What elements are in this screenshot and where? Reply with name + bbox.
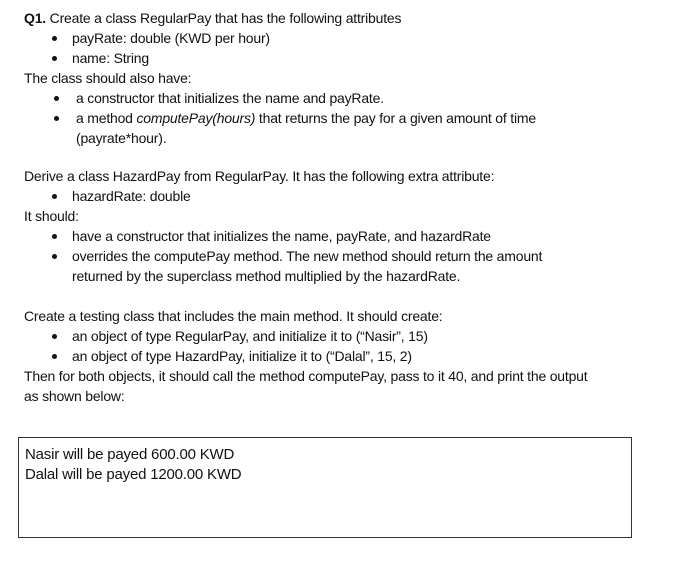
attribute-item: payRate: double (KWD per hour)	[72, 30, 270, 46]
testing-item: an object of type RegularPay, and initialize it to (“Nasir”, 15)	[72, 328, 428, 344]
method-item: a constructor that initializes the name and payRate.	[76, 90, 384, 106]
output-line: Dalal will be payed 1200.00 KWD	[25, 466, 242, 483]
hazard-attribute: hazardRate: double	[72, 188, 191, 204]
testing-then-cont: as shown below:	[24, 388, 125, 404]
hazard-item: have a constructor that initializes the name, payRate, and hazardRate	[72, 228, 491, 244]
method-prefix: a method	[76, 110, 137, 126]
testing-intro: Create a testing class that includes the main method. It should create:	[24, 308, 443, 324]
bullet-icon	[52, 36, 57, 41]
attribute-item: name: String	[72, 50, 149, 66]
bullet-icon	[52, 354, 57, 359]
also-have-text: The class should also have:	[24, 70, 192, 86]
method-item	[76, 108, 536, 128]
hazard-item-cont: returned by the superclass method multiplied by the hazardRate.	[72, 268, 461, 284]
q1-label: Q1.	[24, 10, 46, 26]
bullet-icon	[52, 334, 57, 339]
bullet-icon	[52, 254, 57, 259]
bullet-icon	[54, 96, 59, 101]
bullet-icon	[52, 234, 57, 239]
output-box	[18, 437, 632, 538]
method-name: computePay(hours)	[136, 110, 256, 126]
method-suffix: that returns the pay for a given amount of time	[255, 110, 536, 126]
output-line: Nasir will be payed 600.00 KWD	[25, 446, 235, 463]
method-item-cont: (payrate*hour).	[76, 130, 167, 146]
hazard-intro: Derive a class HazardPay from RegularPay. It has the following extra attribute:	[24, 168, 495, 184]
q1-heading	[24, 8, 401, 28]
testing-item: an object of type HazardPay, initialize it to (“Dalal”, 15, 2)	[72, 348, 412, 364]
hazard-should: It should:	[24, 208, 79, 224]
hazard-item: overrides the computePay method. The new method should return the amount	[72, 248, 543, 264]
bullet-icon	[52, 194, 57, 199]
testing-then: Then for both objects, it should call the method computePay, pass to it 40, and print the output	[24, 368, 588, 384]
q1-intro: Create a class RegularPay that has the following attributes	[45, 10, 402, 26]
bullet-icon	[54, 116, 59, 121]
bullet-icon	[52, 56, 57, 61]
